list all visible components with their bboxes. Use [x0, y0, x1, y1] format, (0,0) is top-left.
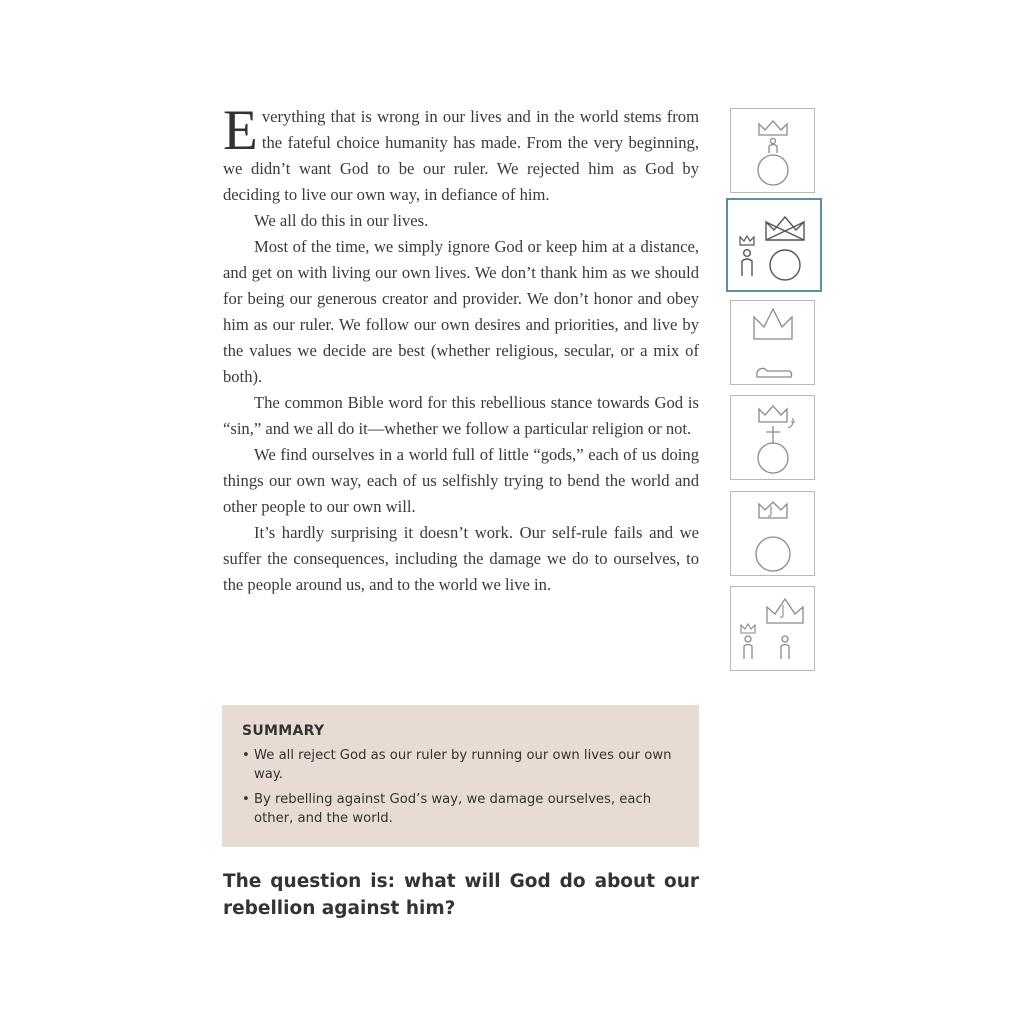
summary-item: • We all reject God as our ruler by running our own lives our own way. [242, 747, 681, 784]
crown-fallen-person-icon [730, 300, 815, 385]
drop-cap: E [223, 99, 258, 162]
crown-person-world-icon [730, 108, 815, 193]
crown-cross-world-icon [730, 395, 815, 480]
summary-title: SUMMARY [242, 723, 325, 739]
summary-item: • By rebelling against God’s way, we damage ourselves, each other, and the world. [242, 791, 681, 828]
paragraph-4: The common Bible word for this rebellious stance towards God is “sin,” and we all do it—whether we follow a particular religion or not. [223, 393, 699, 438]
paragraph-6: It’s hardly surprising it doesn’t work. Our self-rule fails and we suffer the consequences, including the damage we do to ourselves, to the people around us, and to the world we live in. [223, 523, 699, 594]
paragraph-5: We find ourselves in a world full of little “gods,” each of us doing things our own way, each of us selfishly trying to bend the world and other people to our own will. [223, 445, 699, 516]
summary-list [242, 747, 681, 828]
crown-world-icon [730, 491, 815, 576]
crossed-crown-self-rule-icon [726, 198, 822, 292]
paragraph-3: Most of the time, we simply ignore God or keep him at a distance, and get on with living our own lives. We don’t thank him as we should for being our generous creator and provider. We don’t honor and obey him as our ruler. We follow our own desires and priorities, and live by the values we decide are best (whether religious, secular, or a mix of both). [223, 237, 699, 386]
crowns-people-icon [730, 586, 815, 671]
body-text [223, 99, 699, 598]
paragraph-1: Everything that is wrong in our lives and in the world stems from the fateful choice humanity has made. From the very beginning, we didn’t want God to be our ruler. We rejected him as God by deciding to live our own way, in defiance of him. [223, 99, 699, 204]
question-heading: The question is: what will God do about our rebellion against him? [223, 871, 699, 919]
summary-box [222, 705, 699, 847]
paragraph-2: We all do this in our lives. [254, 211, 429, 230]
